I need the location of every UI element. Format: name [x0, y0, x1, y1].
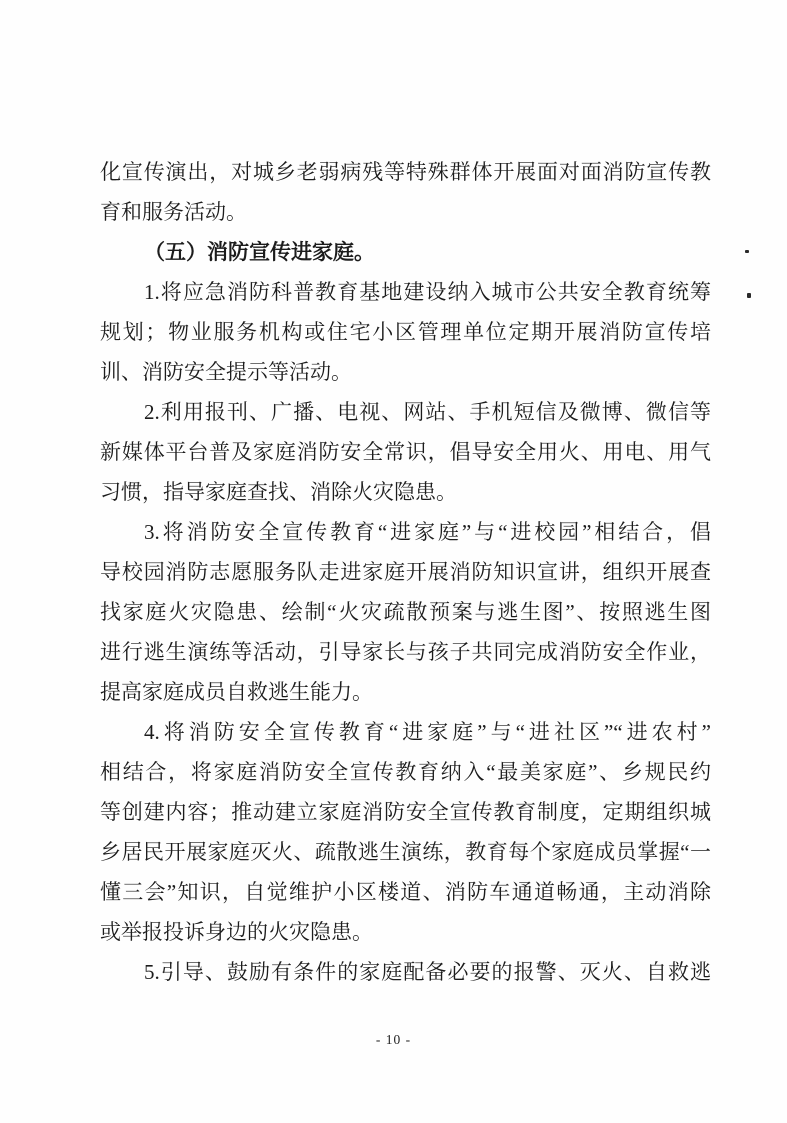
page-number: - 10 - [375, 1032, 412, 1047]
text-line: 或举报投诉身边的火灾隐患。 [100, 920, 373, 944]
text-line: 习惯，指导家庭查找、消除火灾隐患。 [100, 480, 457, 504]
document-body-text [100, 152, 711, 992]
text-line: 新媒体平台普及家庭消防安全常识，倡导安全用火、用电、用气 [100, 440, 711, 464]
text-line: 3.将消防安全宣传教育“进家庭”与“进校园”相结合，倡 [144, 520, 711, 544]
text-line: 提高家庭成员自救逃生能力。 [100, 680, 373, 704]
text-line: 育和服务活动。 [100, 200, 247, 224]
text-line: 懂三会”知识，自觉维护小区楼道、消防车通道畅通，主动消除 [100, 880, 711, 904]
section-heading: （五）消防宣传进家庭。 [144, 240, 375, 264]
scan-speck [745, 250, 749, 253]
text-line: 化宣传演出，对城乡老弱病残等特殊群体开展面对面消防宣传教 [100, 160, 711, 184]
text-line: 乡居民开展家庭灭火、疏散逃生演练，教育每个家庭成员掌握“一 [100, 840, 711, 864]
text-line: 规划；物业服务机构或住宅小区管理单位定期开展消防宣传培 [100, 320, 711, 344]
text-line: 相结合，将家庭消防安全宣传教育纳入“最美家庭”、乡规民约 [100, 760, 711, 784]
text-line: 4.将消防安全宣传教育“进家庭”与“进社区”“进农村” [144, 720, 711, 744]
text-line: 1.将应急消防科普教育基地建设纳入城市公共安全教育统筹 [144, 280, 711, 304]
scan-speck [747, 293, 751, 298]
text-line: 训、消防安全提示等活动。 [100, 360, 352, 384]
text-line: 2.利用报刊、广播、电视、网站、手机短信及微博、微信等 [144, 400, 711, 424]
text-line: 找家庭火灾隐患、绘制“火灾疏散预案与逃生图”、按照逃生图 [100, 600, 711, 624]
text-line: 等创建内容；推动建立家庭消防安全宣传教育制度，定期组织城 [100, 800, 711, 824]
text-line: 进行逃生演练等活动，引导家长与孩子共同完成消防安全作业， [100, 640, 711, 664]
text-line: 5.引导、鼓励有条件的家庭配备必要的报警、灭火、自救逃 [144, 960, 711, 984]
text-line: 导校园消防志愿服务队走进家庭开展消防知识宣讲，组织开展查 [100, 560, 711, 584]
